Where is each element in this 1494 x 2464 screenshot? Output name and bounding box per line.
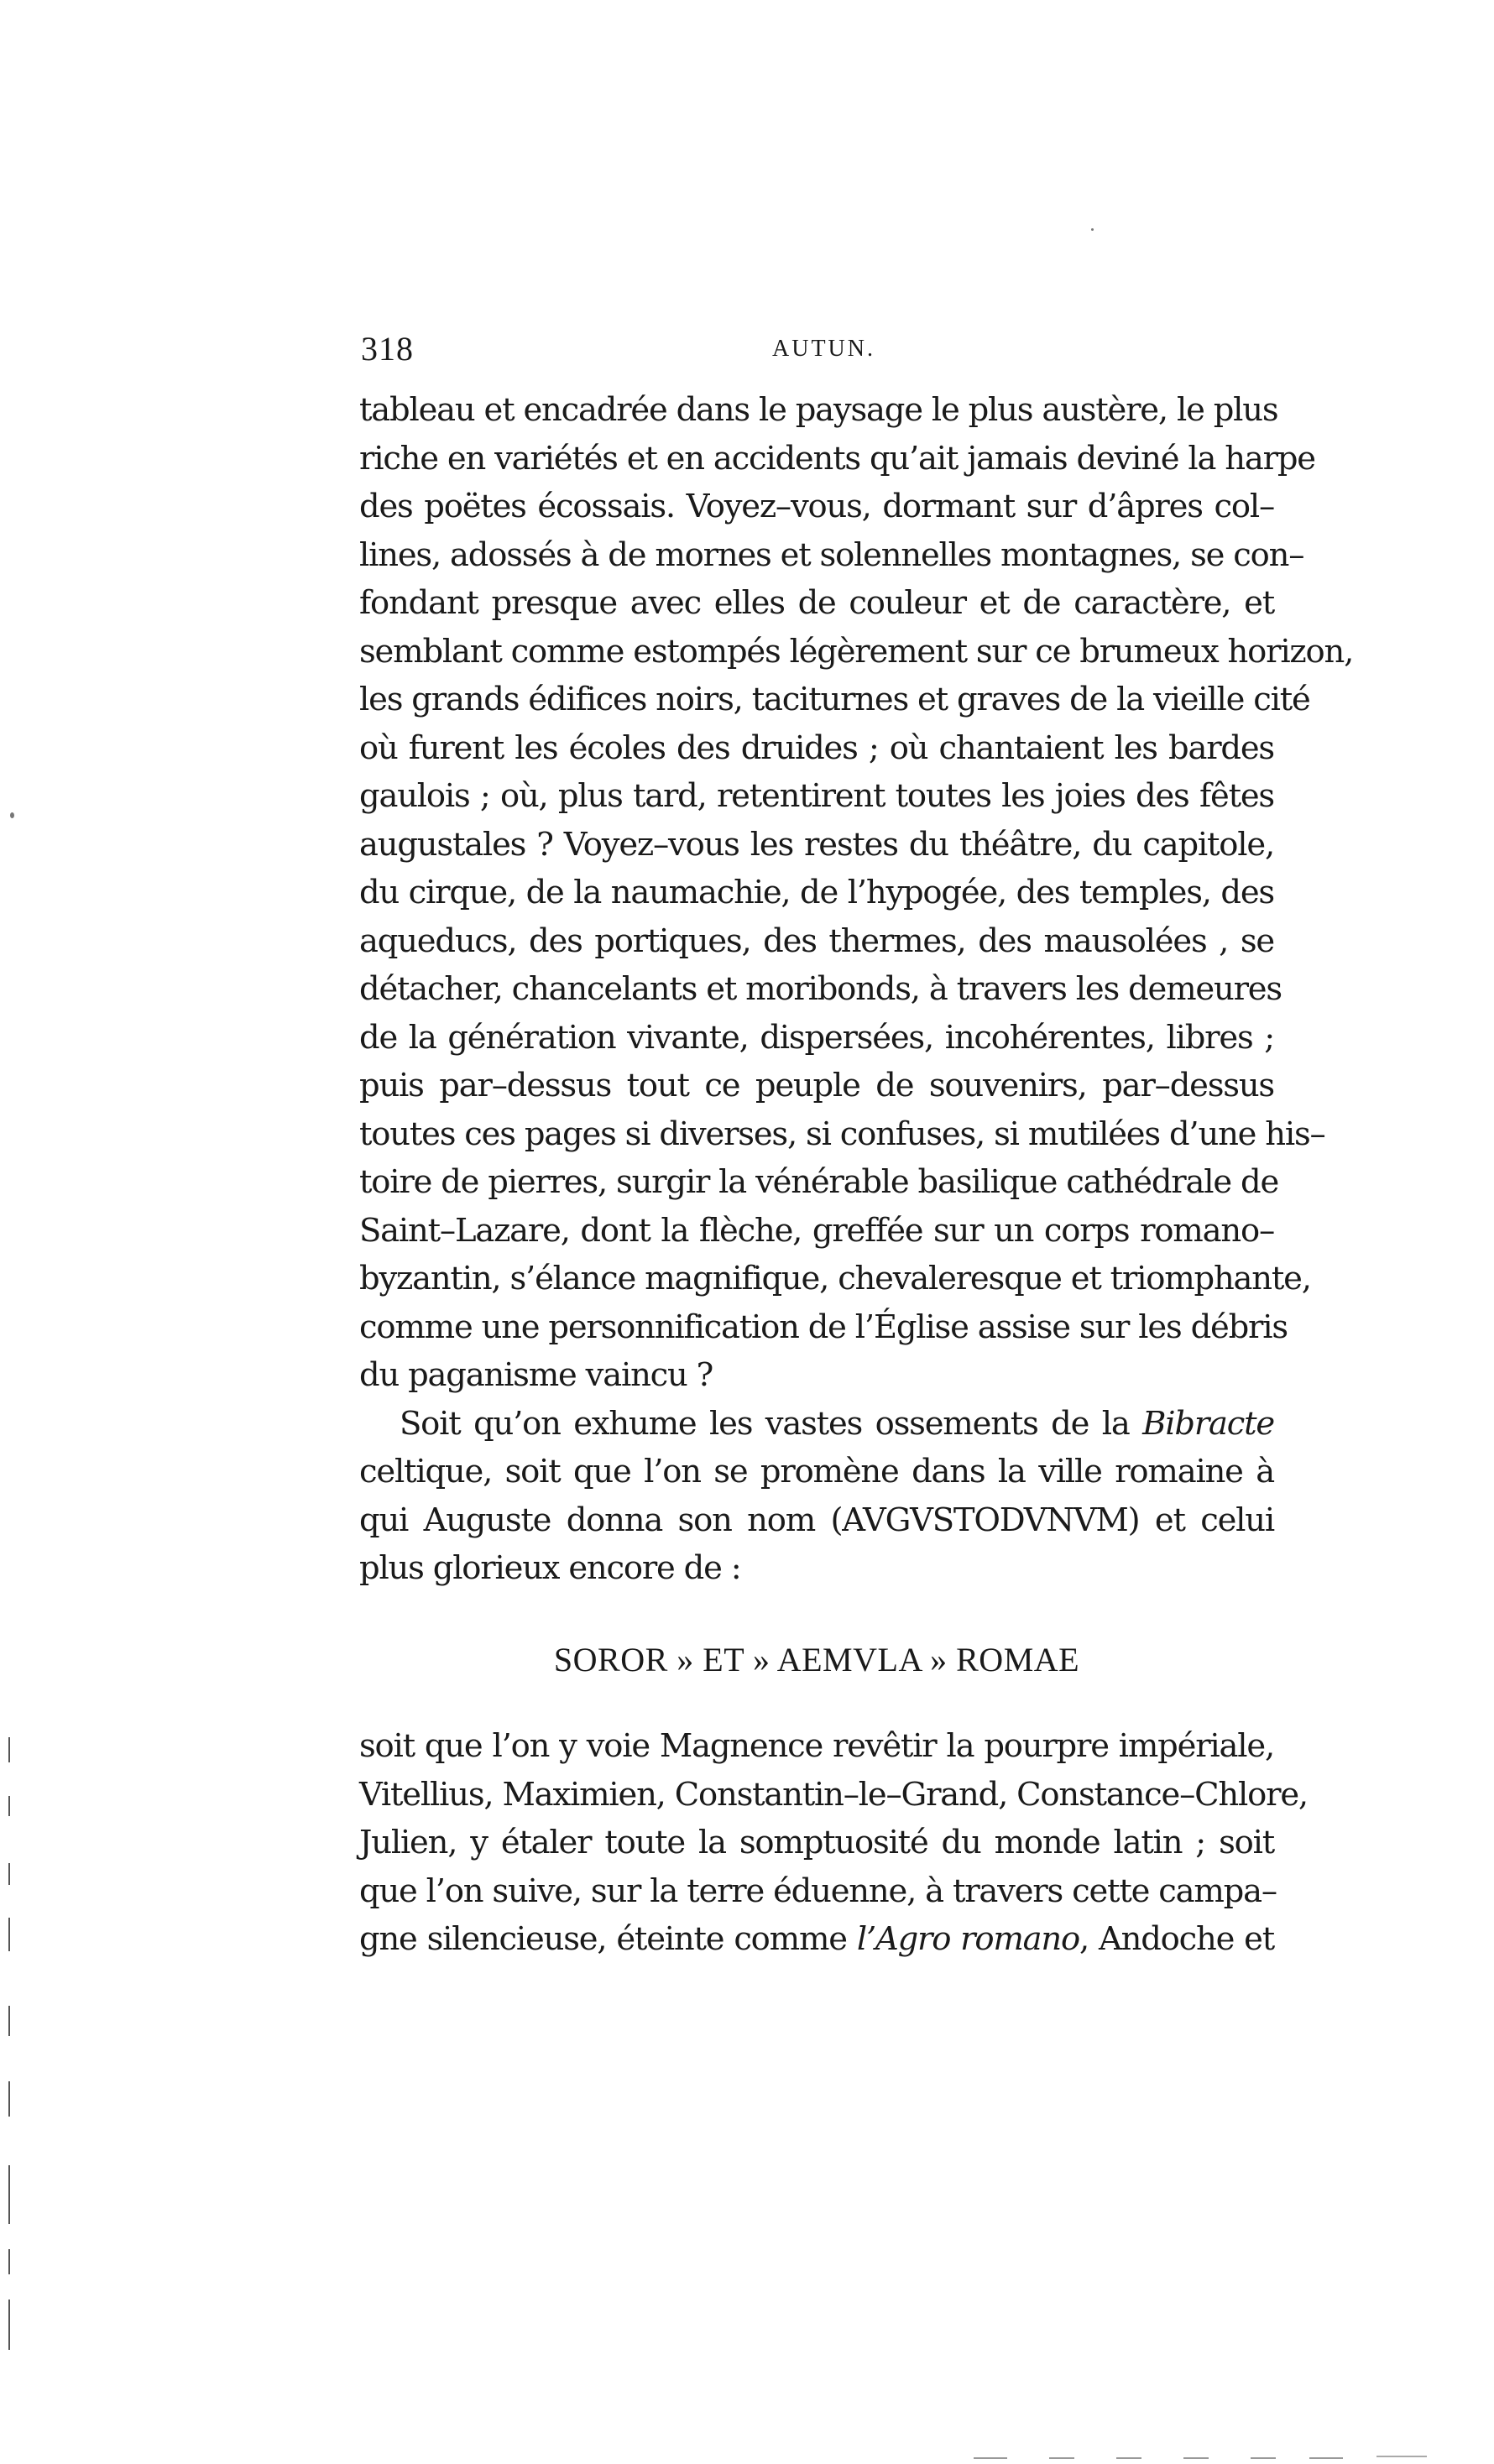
text-line: aqueducs, des portiques, des thermes, des mausolées , se [359, 921, 1274, 960]
text-line: du paganisme vaincu ? [359, 1356, 713, 1394]
text-line: détacher, chancelants et moribonds, à travers les demeures [359, 970, 1282, 1008]
text-line: où furent les écoles des druides ; où chantaient les bardes [359, 728, 1274, 767]
scan-margin-mark [8, 2081, 10, 2117]
text-line: comme une personnification de l’Église assise sur les débris [359, 1308, 1288, 1346]
scan-margin-mark [8, 1863, 10, 1885]
scan-bottom-mark [1376, 2456, 1427, 2457]
text-line: tableau et encadrée dans le paysage le plus austère, le plus [359, 391, 1278, 429]
text-line: augustales ? Voyez–vous les restes du théâtre, du capitole, [359, 825, 1274, 864]
scan-margin-mark [8, 1737, 10, 1762]
page-number: 318 [361, 330, 414, 368]
text-line: Saint–Lazare, dont la flèche, greffée sur un corps romano– [359, 1211, 1274, 1250]
page-header [361, 329, 1267, 371]
scan-bottom-mark [1309, 2457, 1343, 2459]
text-line: lines, adossés à de mornes et solennelles montagnes, se con– [359, 535, 1304, 574]
text-run: gne silencieuse, éteinte comme [359, 1920, 847, 1958]
scan-margin-mark [8, 1796, 10, 1816]
latin-motto: SOROR » ET » AEMVLA » ROMAE [553, 1641, 1080, 1678]
scan-bottom-mark [1183, 2457, 1209, 2459]
scan-margin-mark [8, 2006, 10, 2036]
text-run: , Andoche et [1079, 1920, 1274, 1958]
scan-bottom-mark [1251, 2457, 1276, 2459]
running-head: AUTUN. [772, 336, 875, 362]
italic-term: l’Agro romano [856, 1920, 1079, 1958]
body-text [359, 386, 1354, 1593]
text-line: puis par–dessus tout ce peuple de souvenirs, par–dessus [359, 1067, 1274, 1104]
text-run: Soit qu’on exhume les vastes ossements de la [400, 1404, 1130, 1443]
text-line: fondant presque avec elles de couleur et de caractère, et [359, 584, 1274, 622]
text-line: les grands édifices noirs, taciturnes et graves de la vieille cité [359, 681, 1310, 718]
text-line: de la génération vivante, dispersées, incohérentes, libres ; [359, 1018, 1274, 1057]
text-line: Vitellius, Maximien, Constantin–le–Grand, Constance–Chlore, [359, 1775, 1308, 1814]
scan-bottom-mark [1116, 2457, 1141, 2459]
scan-margin-mark [8, 1918, 10, 1951]
text-line: Julien, y étaler toute la somptuosité du monde latin ; soit [359, 1824, 1274, 1861]
scan-margin-mark [8, 2249, 10, 2274]
text-line [359, 1915, 1274, 1964]
body-text-continued [359, 1722, 1308, 1964]
text-line: des poëtes écossais. Voyez–vous, dormant sur d’âpres col– [359, 488, 1274, 525]
text-line: plus glorieux encore de : [359, 1549, 741, 1587]
scan-speck [10, 812, 14, 818]
text-line: que l’on suive, sur la terre éduenne, à travers cette campa– [359, 1871, 1277, 1910]
text-line: gaulois ; où, plus tard, retentirent toutes les joies des fêtes [359, 777, 1274, 815]
text-line: celtique, soit que l’on se promène dans la ville romaine à [359, 1453, 1274, 1490]
scan-margin-mark [8, 2165, 10, 2224]
text-line: qui Auguste donna son nom (AVGVSTODVNVM) et celui [359, 1501, 1274, 1539]
scan-speck [1091, 228, 1094, 231]
scan-bottom-mark [1049, 2457, 1074, 2459]
text-line: riche en variétés et en accidents qu’ait jamais deviné la harpe [359, 439, 1315, 478]
text-line: soit que l’on y voie Magnence revêtir la pourpre impériale, [359, 1727, 1274, 1765]
text-line: toire de pierres, surgir la vénérable basilique cathédrale de [359, 1163, 1279, 1201]
text-line [359, 1400, 1274, 1449]
text-line: toutes ces pages si diverses, si confuses, si mutilées d’une his– [359, 1115, 1325, 1153]
italic-term: Bibracte [1142, 1404, 1274, 1443]
scan-margin-mark [8, 2300, 10, 2350]
text-line: semblant comme estompés légèrement sur ce brumeux horizon, [359, 632, 1354, 671]
scan-bottom-mark [974, 2457, 1007, 2459]
text-line: du cirque, de la naumachie, de l’hypogée, des temples, des [359, 874, 1274, 911]
text-line: byzantin, s’élance magnifique, chevaleresque et triomphante, [359, 1260, 1311, 1297]
